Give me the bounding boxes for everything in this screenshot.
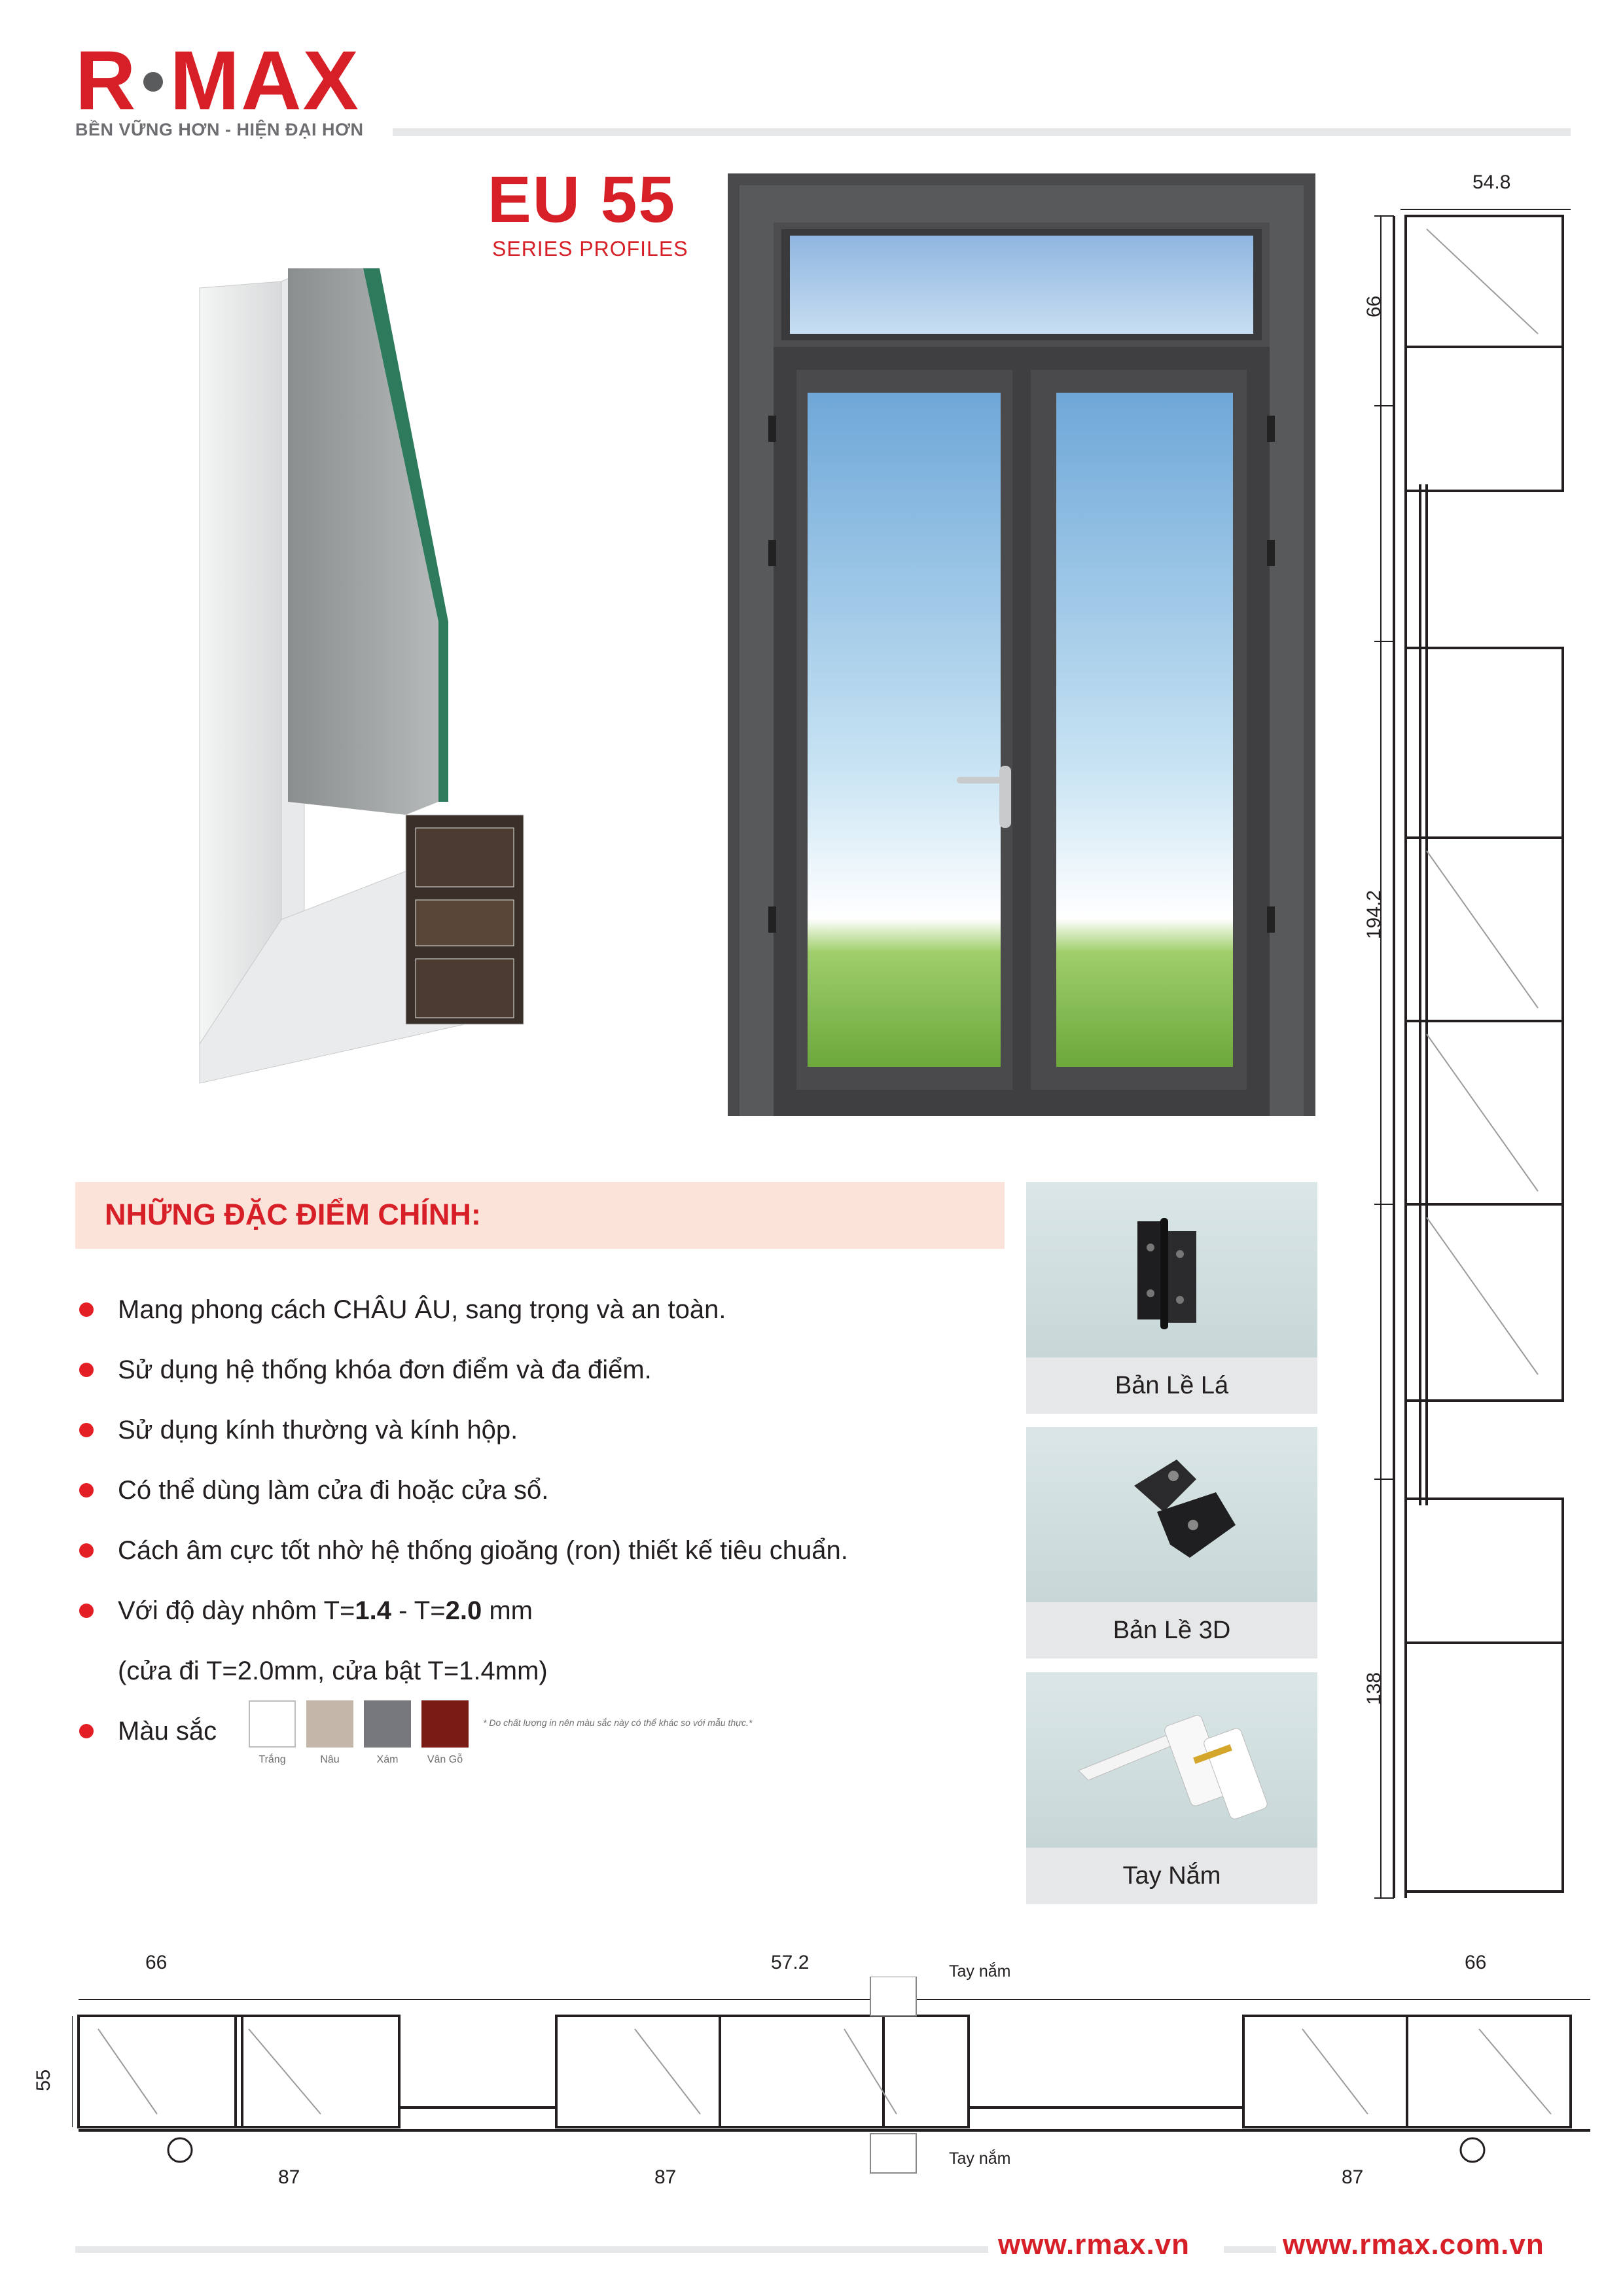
- vertical-section-drawing: [1374, 196, 1584, 1911]
- footer-url-2[interactable]: www.rmax.com.vn: [1283, 2229, 1544, 2261]
- dim-vertical-66: 66: [1363, 295, 1385, 317]
- handle-photo: [1026, 1672, 1317, 1848]
- swatch-white: [249, 1700, 296, 1748]
- brand-logo: R MAX: [75, 34, 360, 128]
- dim-horizontal-66-left: 66: [145, 1952, 168, 1973]
- swatch-label: Vân Gỗ: [427, 1754, 463, 1765]
- dim-top-width: 54.8: [1472, 171, 1511, 193]
- dim-horizontal-87-a: 87: [278, 2166, 300, 2188]
- logo-dot: [143, 72, 163, 92]
- swatch-brown: [306, 1700, 353, 1748]
- bullet-icon: [79, 1724, 94, 1738]
- bullet-icon: [79, 1363, 94, 1377]
- feature-item: Cách âm cực tốt nhờ hệ thống gioăng (ron) thiết kế tiêu chuẩn.: [75, 1520, 1005, 1581]
- hardware-card-3d-hinge: [1026, 1427, 1317, 1659]
- swatch-label: Trắng: [259, 1754, 286, 1765]
- feature-item-colors: Màu sắc: [75, 1701, 1005, 1761]
- 3d-hinge-photo: [1026, 1427, 1317, 1602]
- dim-horizontal-87-b: 87: [654, 2166, 677, 2188]
- bullet-icon: [79, 1543, 94, 1558]
- handle-label-top: Tay nắm: [949, 1962, 1011, 1981]
- features-list: [75, 1280, 1005, 1761]
- hardware-label: Bản Lề 3D: [1026, 1602, 1317, 1659]
- dim-horizontal-66-right: 66: [1465, 1952, 1487, 1973]
- dim-horizontal-55: 55: [33, 2069, 54, 2091]
- feature-item: Mang phong cách CHÂU ÂU, sang trọng và an toàn.: [75, 1280, 1005, 1340]
- swatch-label: Nâu: [320, 1754, 340, 1765]
- bullet-icon: [79, 1302, 94, 1317]
- series-title: EU 55: [488, 163, 676, 236]
- dim-vertical-194: 194.2: [1363, 889, 1385, 939]
- footer-divider-left: [75, 2246, 988, 2253]
- colors-disclaimer: * Do chất lượng in nên màu sắc này có thể khác so với mẫu thực.*: [483, 1717, 753, 1728]
- door-illustration: [728, 173, 1315, 1116]
- features-title: NHỮNG ĐẶC ĐIỂM CHÍNH:: [105, 1198, 481, 1231]
- swatch-label: Xám: [376, 1754, 399, 1765]
- feature-item-thickness: Với độ dày nhôm T=1.4 - T=2.0 mm: [75, 1581, 1005, 1641]
- footer-divider-mid: [1224, 2246, 1276, 2253]
- brand-tagline: BỀN VỮNG HƠN - HIỆN ĐẠI HƠN: [75, 120, 364, 139]
- feature-item: Sử dụng hệ thống khóa đơn điểm và đa điểm.: [75, 1340, 1005, 1400]
- feature-item: Có thể dùng làm cửa đi hoặc cửa sổ.: [75, 1460, 1005, 1520]
- header-divider: [393, 128, 1571, 136]
- swatch-gray: [364, 1700, 411, 1748]
- dim-vertical-138: 138: [1363, 1672, 1385, 1705]
- hardware-card-handle: [1026, 1672, 1317, 1904]
- hardware-label: Tay Nắm: [1026, 1848, 1317, 1904]
- dim-horizontal-57: 57.2: [771, 1952, 810, 1973]
- feature-item: Sử dụng kính thường và kính hộp.: [75, 1400, 1005, 1460]
- handle-label-bottom: Tay nắm: [949, 2149, 1011, 2168]
- swatch-wood: [421, 1700, 469, 1748]
- leaf-hinge-photo: [1026, 1182, 1317, 1357]
- hardware-label: Bản Lề Lá: [1026, 1357, 1317, 1414]
- series-subtitle: SERIES PROFILES: [492, 237, 688, 260]
- dim-horizontal-87-c: 87: [1342, 2166, 1364, 2188]
- footer-url-1[interactable]: www.rmax.vn: [998, 2229, 1190, 2261]
- bullet-icon: [79, 1423, 94, 1437]
- horizontal-section-drawing: [72, 1977, 1597, 2193]
- bullet-icon: [79, 1604, 94, 1618]
- profile-corner-illustration: [190, 259, 609, 1109]
- bullet-icon: [79, 1483, 94, 1498]
- hardware-card-leaf-hinge: [1026, 1182, 1317, 1414]
- feature-thickness-note: (cửa đi T=2.0mm, cửa bật T=1.4mm): [118, 1657, 548, 1685]
